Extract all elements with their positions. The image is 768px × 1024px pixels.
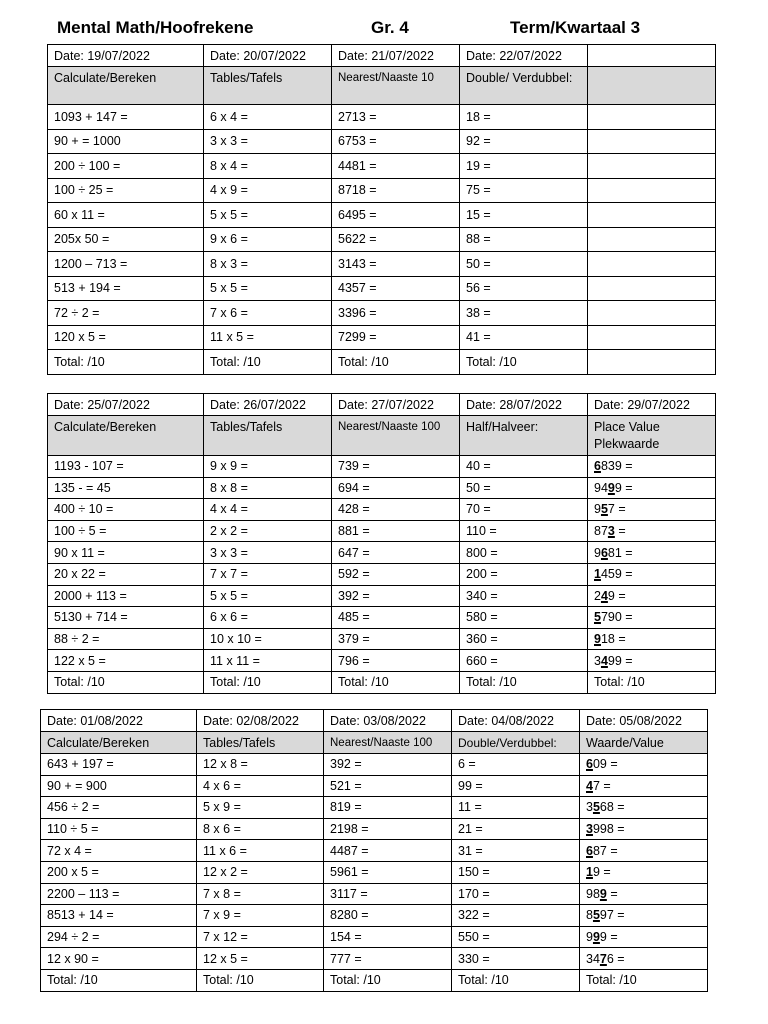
item-cell: 5130 + 714 = xyxy=(48,607,204,629)
item-cell: 5 x 5 = xyxy=(204,276,332,301)
item-cell: 90 + = 900 xyxy=(41,775,197,797)
item-cell: 6 = xyxy=(452,754,580,776)
column-heading: Waarde/Value xyxy=(580,732,708,754)
item-cell: 8 x 3 = xyxy=(204,252,332,277)
item-cell: 660 = xyxy=(460,650,588,672)
column-heading: Tables/Tafels xyxy=(197,732,324,754)
heading-row xyxy=(48,416,716,456)
item-cell: 379 = xyxy=(332,628,460,650)
item-cell: 9499 = xyxy=(588,477,716,499)
date-row xyxy=(41,710,708,732)
date-row xyxy=(48,394,716,416)
item-cell: 456 ÷ 2 = xyxy=(41,797,197,819)
total-cell: Total: /10 xyxy=(588,671,716,693)
item-cell: 72 ÷ 2 = xyxy=(48,301,204,326)
item-row xyxy=(48,499,716,521)
item-cell: 110 = xyxy=(460,520,588,542)
item-row xyxy=(41,861,708,883)
item-cell: 122 x 5 = xyxy=(48,650,204,672)
column-heading: Tables/Tafels xyxy=(204,416,332,456)
item-cell: 3396 = xyxy=(332,301,460,326)
item-cell: 6 x 4 = xyxy=(204,105,332,130)
item-cell: 11 x 6 = xyxy=(197,840,324,862)
week-1-table xyxy=(47,44,716,375)
total-cell: Total: /10 xyxy=(460,671,588,693)
item-row xyxy=(48,203,716,228)
total-cell: Total: /10 xyxy=(452,969,580,991)
item-cell: 4357 = xyxy=(332,276,460,301)
column-heading: Nearest/Naaste 100 xyxy=(324,732,452,754)
item-cell: 4 x 4 = xyxy=(204,499,332,521)
total-row xyxy=(48,671,716,693)
item-cell: 31 = xyxy=(452,840,580,862)
item-cell: 11 x 5 = xyxy=(204,325,332,350)
item-cell: 521 = xyxy=(324,775,452,797)
item-cell: 41 = xyxy=(460,325,588,350)
date-cell: Date: 04/08/2022 xyxy=(452,710,580,732)
date-cell: Date: 19/07/2022 xyxy=(48,45,204,67)
item-cell: 200 = xyxy=(460,563,588,585)
item-cell: 687 = xyxy=(580,840,708,862)
item-cell: 1200 – 713 = xyxy=(48,252,204,277)
item-cell: 360 = xyxy=(460,628,588,650)
date-row xyxy=(48,45,716,67)
total-cell: Total: /10 xyxy=(204,671,332,693)
item-row xyxy=(48,252,716,277)
item-cell: 694 = xyxy=(332,477,460,499)
item-cell: 38 = xyxy=(460,301,588,326)
item-cell: 989 = xyxy=(580,883,708,905)
item-cell: 739 = xyxy=(332,456,460,478)
column-heading: Double/Verdubbel: xyxy=(452,732,580,754)
item-cell: 4481 = xyxy=(332,154,460,179)
item-cell: 50 = xyxy=(460,252,588,277)
heading-row xyxy=(48,67,716,105)
item-cell: 1459 = xyxy=(588,563,716,585)
item-row xyxy=(41,948,708,970)
item-cell xyxy=(588,178,716,203)
item-cell: 6753 = xyxy=(332,129,460,154)
item-cell: 19 = xyxy=(580,861,708,883)
item-cell: 8 x 6 = xyxy=(197,818,324,840)
item-row xyxy=(48,129,716,154)
item-cell: 6 x 6 = xyxy=(204,607,332,629)
item-row xyxy=(41,840,708,862)
date-cell: Date: 29/07/2022 xyxy=(588,394,716,416)
item-row xyxy=(41,818,708,840)
item-cell xyxy=(588,301,716,326)
item-cell: 7 x 6 = xyxy=(204,301,332,326)
item-cell: 400 ÷ 10 = xyxy=(48,499,204,521)
date-cell: Date: 21/07/2022 xyxy=(332,45,460,67)
total-cell: Total: /10 xyxy=(460,350,588,375)
item-cell xyxy=(588,105,716,130)
item-cell: 392 = xyxy=(332,585,460,607)
item-cell: 205x 50 = xyxy=(48,227,204,252)
item-cell: 957 = xyxy=(588,499,716,521)
item-cell: 7 x 7 = xyxy=(204,563,332,585)
item-cell xyxy=(588,252,716,277)
heading-row xyxy=(41,732,708,754)
item-cell: 340 = xyxy=(460,585,588,607)
item-cell: 20 x 22 = xyxy=(48,563,204,585)
item-cell: 11 x 11 = xyxy=(204,650,332,672)
item-row xyxy=(48,650,716,672)
item-row xyxy=(41,797,708,819)
item-cell: 170 = xyxy=(452,883,580,905)
item-cell: 609 = xyxy=(580,754,708,776)
item-cell xyxy=(588,154,716,179)
item-cell: 2198 = xyxy=(324,818,452,840)
item-cell: 12 x 8 = xyxy=(197,754,324,776)
item-row xyxy=(41,754,708,776)
item-cell: 100 ÷ 25 = xyxy=(48,178,204,203)
item-cell: 9 x 6 = xyxy=(204,227,332,252)
item-cell: 796 = xyxy=(332,650,460,672)
total-cell: Total: /10 xyxy=(332,671,460,693)
item-cell: 150 = xyxy=(452,861,580,883)
item-row xyxy=(48,276,716,301)
item-row xyxy=(48,542,716,564)
item-cell: 513 + 194 = xyxy=(48,276,204,301)
column-heading: Place Value Plekwaarde xyxy=(588,416,716,456)
item-cell: 918 = xyxy=(588,628,716,650)
item-cell: 2713 = xyxy=(332,105,460,130)
total-cell: Total: /10 xyxy=(48,350,204,375)
item-cell: 200 ÷ 100 = xyxy=(48,154,204,179)
item-cell: 40 = xyxy=(460,456,588,478)
item-row xyxy=(41,775,708,797)
item-cell: 18 = xyxy=(460,105,588,130)
item-cell: 99 = xyxy=(452,775,580,797)
total-row xyxy=(41,969,708,991)
item-cell: 72 x 4 = xyxy=(41,840,197,862)
column-heading: Nearest/Naaste 100 xyxy=(332,416,460,456)
item-cell: 5 x 5 = xyxy=(204,203,332,228)
item-cell xyxy=(588,227,716,252)
item-cell: 550 = xyxy=(452,926,580,948)
item-row xyxy=(48,154,716,179)
week-2-body xyxy=(48,456,716,694)
item-cell: 873 = xyxy=(588,520,716,542)
total-cell: Total: /10 xyxy=(332,350,460,375)
item-cell: 5622 = xyxy=(332,227,460,252)
item-cell: 249 = xyxy=(588,585,716,607)
item-cell: 3998 = xyxy=(580,818,708,840)
item-cell: 15 = xyxy=(460,203,588,228)
item-cell: 1093 + 147 = xyxy=(48,105,204,130)
item-cell: 9 x 9 = xyxy=(204,456,332,478)
item-cell: 2200 – 113 = xyxy=(41,883,197,905)
item-cell: 56 = xyxy=(460,276,588,301)
item-cell: 8718 = xyxy=(332,178,460,203)
date-cell: Date: 20/07/2022 xyxy=(204,45,332,67)
item-cell: 1193 - 107 = xyxy=(48,456,204,478)
item-cell: 3499 = xyxy=(588,650,716,672)
item-cell: 294 ÷ 2 = xyxy=(41,926,197,948)
item-cell xyxy=(588,325,716,350)
item-row xyxy=(48,520,716,542)
item-cell: 392 = xyxy=(324,754,452,776)
item-cell: 330 = xyxy=(452,948,580,970)
item-cell: 5 x 5 = xyxy=(204,585,332,607)
item-row xyxy=(48,607,716,629)
item-cell: 50 = xyxy=(460,477,588,499)
item-cell: 322 = xyxy=(452,905,580,927)
date-cell: Date: 25/07/2022 xyxy=(48,394,204,416)
item-cell: 5961 = xyxy=(324,861,452,883)
item-cell: 428 = xyxy=(332,499,460,521)
column-heading: Half/Halveer: xyxy=(460,416,588,456)
item-cell: 7 x 9 = xyxy=(197,905,324,927)
item-cell: 3 x 3 = xyxy=(204,129,332,154)
item-cell: 92 = xyxy=(460,129,588,154)
item-cell: 11 = xyxy=(452,797,580,819)
item-cell: 8 x 4 = xyxy=(204,154,332,179)
total-cell xyxy=(588,350,716,375)
item-row xyxy=(48,456,716,478)
item-row xyxy=(48,325,716,350)
date-cell: Date: 01/08/2022 xyxy=(41,710,197,732)
item-cell xyxy=(588,276,716,301)
item-cell: 3117 = xyxy=(324,883,452,905)
item-cell: 110 ÷ 5 = xyxy=(41,818,197,840)
date-cell: Date: 05/08/2022 xyxy=(580,710,708,732)
item-cell: 4 x 9 = xyxy=(204,178,332,203)
item-cell: 7 x 8 = xyxy=(197,883,324,905)
item-cell: 4487 = xyxy=(324,840,452,862)
item-cell: 881 = xyxy=(332,520,460,542)
item-cell: 800 = xyxy=(460,542,588,564)
total-row xyxy=(48,350,716,375)
item-cell: 3476 = xyxy=(580,948,708,970)
item-cell: 47 = xyxy=(580,775,708,797)
item-cell: 3143 = xyxy=(332,252,460,277)
column-heading: Tables/Tafels xyxy=(204,67,332,105)
item-cell xyxy=(588,203,716,228)
column-heading: Calculate/Bereken xyxy=(48,416,204,456)
item-cell: 8280 = xyxy=(324,905,452,927)
item-row xyxy=(41,905,708,927)
item-row xyxy=(48,301,716,326)
item-cell: 10 x 10 = xyxy=(204,628,332,650)
column-heading: Double/ Verdubbel: xyxy=(460,67,588,105)
item-cell: 70 = xyxy=(460,499,588,521)
item-row xyxy=(41,883,708,905)
item-cell: 819 = xyxy=(324,797,452,819)
item-cell: 5790 = xyxy=(588,607,716,629)
item-cell: 643 + 197 = xyxy=(41,754,197,776)
total-cell: Total: /10 xyxy=(580,969,708,991)
page-title: Mental Math/Hoofrekene xyxy=(57,18,254,37)
item-cell: 19 = xyxy=(460,154,588,179)
item-cell: 21 = xyxy=(452,818,580,840)
item-cell: 12 x 90 = xyxy=(41,948,197,970)
date-cell: Date: 03/08/2022 xyxy=(324,710,452,732)
item-cell: 777 = xyxy=(324,948,452,970)
item-cell: 6495 = xyxy=(332,203,460,228)
date-cell: Date: 28/07/2022 xyxy=(460,394,588,416)
item-row xyxy=(48,477,716,499)
item-cell: 999 = xyxy=(580,926,708,948)
item-row xyxy=(48,585,716,607)
item-cell: 88 = xyxy=(460,227,588,252)
item-row xyxy=(48,227,716,252)
item-cell: 3568 = xyxy=(580,797,708,819)
total-cell: Total: /10 xyxy=(324,969,452,991)
column-heading: Calculate/Bereken xyxy=(48,67,204,105)
total-cell: Total: /10 xyxy=(197,969,324,991)
item-cell: 8513 + 14 = xyxy=(41,905,197,927)
column-heading xyxy=(588,67,716,105)
item-cell: 154 = xyxy=(324,926,452,948)
item-cell: 100 ÷ 5 = xyxy=(48,520,204,542)
item-cell: 4 x 6 = xyxy=(197,775,324,797)
week-1-body xyxy=(48,105,716,375)
item-row xyxy=(48,178,716,203)
item-cell: 2 x 2 = xyxy=(204,520,332,542)
item-cell: 647 = xyxy=(332,542,460,564)
term-label: Term/Kwartaal 3 xyxy=(510,18,641,37)
week-3-body xyxy=(41,754,708,992)
item-row xyxy=(48,563,716,585)
date-cell: Date: 22/07/2022 xyxy=(460,45,588,67)
item-cell: 75 = xyxy=(460,178,588,203)
item-row xyxy=(41,926,708,948)
item-cell: 2000 + 113 = xyxy=(48,585,204,607)
date-cell: Date: 26/07/2022 xyxy=(204,394,332,416)
item-cell: 6839 = xyxy=(588,456,716,478)
item-cell: 90 + = 1000 xyxy=(48,129,204,154)
column-heading: Calculate/Bereken xyxy=(41,732,197,754)
item-cell: 7 x 12 = xyxy=(197,926,324,948)
item-cell: 580 = xyxy=(460,607,588,629)
item-cell: 7299 = xyxy=(332,325,460,350)
grade-label: Gr. 4 xyxy=(371,18,409,37)
total-cell: Total: /10 xyxy=(41,969,197,991)
column-heading: Nearest/Naaste 10 xyxy=(332,67,460,105)
item-cell: 88 ÷ 2 = xyxy=(48,628,204,650)
total-cell: Total: /10 xyxy=(204,350,332,375)
item-row xyxy=(48,105,716,130)
week-3-table xyxy=(40,709,708,992)
item-cell: 12 x 5 = xyxy=(197,948,324,970)
item-row xyxy=(48,628,716,650)
date-cell: Date: 27/07/2022 xyxy=(332,394,460,416)
item-cell: 485 = xyxy=(332,607,460,629)
item-cell: 8 x 8 = xyxy=(204,477,332,499)
item-cell: 120 x 5 = xyxy=(48,325,204,350)
item-cell: 8597 = xyxy=(580,905,708,927)
item-cell: 3 x 3 = xyxy=(204,542,332,564)
item-cell: 5 x 9 = xyxy=(197,797,324,819)
item-cell: 135 - = 45 xyxy=(48,477,204,499)
item-cell: 12 x 2 = xyxy=(197,861,324,883)
item-cell: 60 x 11 = xyxy=(48,203,204,228)
item-cell: 90 x 11 = xyxy=(48,542,204,564)
total-cell: Total: /10 xyxy=(48,671,204,693)
date-cell xyxy=(588,45,716,67)
item-cell: 9681 = xyxy=(588,542,716,564)
item-cell: 592 = xyxy=(332,563,460,585)
item-cell xyxy=(588,129,716,154)
week-2-table xyxy=(47,393,716,694)
item-cell: 200 x 5 = xyxy=(41,861,197,883)
date-cell: Date: 02/08/2022 xyxy=(197,710,324,732)
